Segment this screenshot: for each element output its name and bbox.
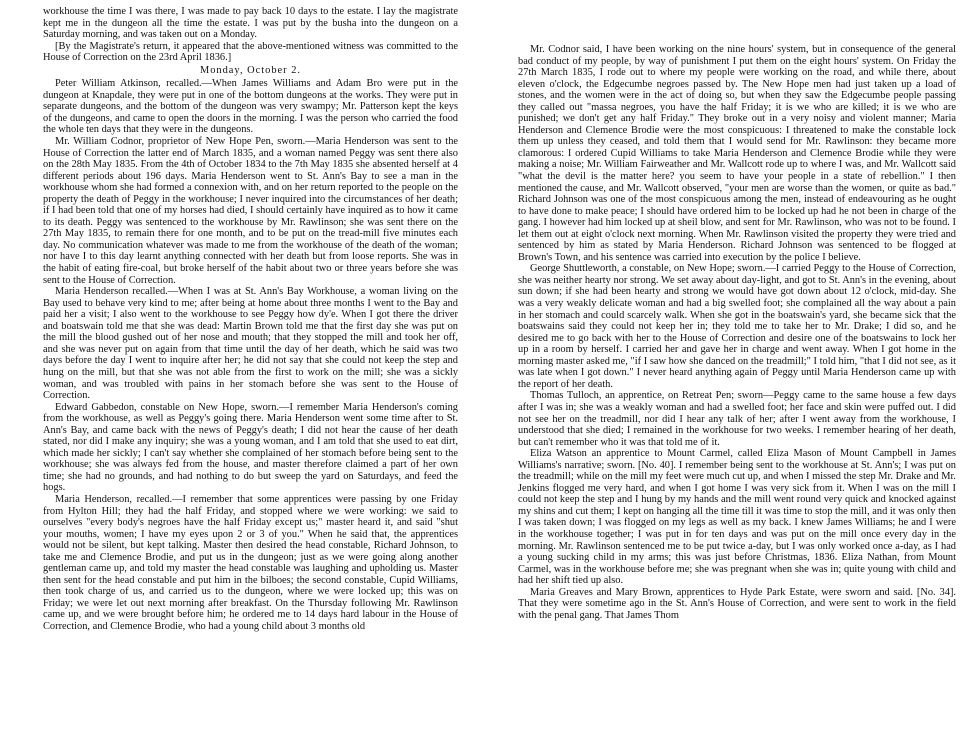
right-text-column xyxy=(518,44,956,724)
paragraph-gabbedon: Edward Gabbedon, constable on New Hope, sworn.—I remember Maria Henderson's coming from the workhouse, as well as Peggy's going there. Maria Henderson went some time after to St. Ann's Bay, and came back with the news of Peggy's death; I did not hear the cause of her death stated, nor did I make any inquiry; she was a young woman, and I am told that she used to eat dirt, which made her sickly; I can't say whether she complained of her stomach before being sent to the workhouse; she was always fed from the house, and master therefore claimed a part of her own time; she had no grounds, and had nothing to do but sweep the yard on Saturdays, and feed the hogs. xyxy=(43,401,458,494)
paragraph-continuation: workhouse the time I was there, I was made to pay back 10 days to the estate. I lay the magistrate kept me in the dungeon all the time the estate. I was put by the busha into the dungeon on a Saturday morning, and was taken out on a Monday. xyxy=(43,6,458,41)
paragraph-magistrate-return: [By the Magistrate's return, it appeared that the above-mentioned witness was committed to the House of Correction on the 23rd April 1836.] xyxy=(43,40,458,64)
paragraph-greaves-brown: Maria Greaves and Mary Brown, apprentices to Hyde Park Estate, were sworn and said. [No. 34]. That they were sometime ago in the St. Ann's House of Correction, and were sent to work in the field with the penal gang. That James Thom xyxy=(518,586,956,621)
left-text-column xyxy=(43,6,458,722)
paragraph-atkinson: Peter William Atkinson, recalled.—When James Williams and Adam Bro were put in the dungeon at Knapdale, they were put in one of the bottom dungeons at the works. They were put in separate dungeons, and the bottom of the dungeon was very swampy; Mr. Patterson kept the keys of the dungeons, and came to open the doors in the morning. I was the person who carried the food the whole ten days that they were in the dungeons. xyxy=(43,78,458,136)
paragraph-shuttleworth: George Shuttleworth, a constable, on New Hope; sworn.—I carried Peggy to the House of Correction, she was neither hearty nor strong. We set away about day-light, and got to St. Ann's in the evening, about sun down; if she had been hearty and strong we would have got down about 12 o'clock, mid-day. She was a very weakly delicate woman and had a big swelled foot; she complained all the way about a pain in her stomach and could scarcely walk. When she got in the boatswain's yard, she became sick that the boatswains said they could not keep her in; they told me to take her to Mr. Drake; I did so, and he desired me to go back with her to the House of Correction and desire one of the boatswains to lock her up in a room by herself. I carried her and gave her in charge and went away. When I got home in the morning master asked me, "if I saw how she danced on the treadmill;" I told him, "that I did not see, as it was late when I got down." I never heard anything again of Peggy until Maria Henderson came up with the report of her death. xyxy=(518,263,956,390)
paragraph-codnor-said: Mr. Codnor said, I have been working on the nine hours' system, but in consequence of the general bad conduct of my people, by way of punishment I put them on the eight hours' system. On Friday the 27th March 1835, I rode out to where my people were working on the road, and while there, about eleven o'clock, the Edgecumbe negroes passed by. The New Hope men had just taken up a load of stones, and the women were in the act of doing so, but when they saw the Edgecumbe people passing they called out "massa negroes, you have the half Friday; it is we who are killed; it is we who are punished; we don't get any half Friday." They broke out in a very noisy and violent manner; Maria Henderson and Clemence Brodie were the most conspicuous: I threatened to make the constable lock them up unless they ceased, and told them that I would send for Mr. Rawlinson: they became more clamorous: I ordered Cupid Williams to take Maria Henderson and Clemence Brodie while they were making a noise; Mr. William Fairweather and Mr. Wallcott rode up to where I was, and Mr. Wallcott said "what the devil is the matter here? you seem to have your people in a state of rebellion." I then mentioned the cause, and Mr. Wallcott observed, "your men are worse than the women, or quite as bad." Richard Johnson was one of the most conspicuous among the men, instead of endeavouring as he ought to have done to make peace; I should have ordered him to be locked up had he not been in charge of the gang. I however had him locked up at sheil blow, and sent for Mr. Rawlinson, who was not to be found. I let them out at eight o'clock next morning. When Mr. Rawlinson visited the property they were tried and sentenced by him as stated by Maria Henderson. Richard Johnson was sentenced to be flogged at Brown's Town, and his sentence was carried into execution by the police I believe. xyxy=(518,44,956,263)
paragraph-tulloch: Thomas Tulloch, an apprentice, on Retreat Pen; sworn—Peggy came to the same house a few days after I was in; she was a weakly woman and had a swelled foot; her face and skin were puffed out. I did not see her on the treadmill, nor did I hear any talk of her; after I went away from the workhouse, I understood that she died; I remained in the workhouse for two weeks. I remember hearing of her death, but can't remember who it was that told me of it. xyxy=(518,390,956,448)
paragraph-codnor-sworn: Mr. William Codnor, proprietor of New Hope Pen, sworn.—Maria Henderson was sent to the House of Correction the latter end of March 1835, and a woman named Peggy was sent there also on the 28th May 1835. From the 4th of October 1834 to the 7th May 1835 she absented herself at 4 different periods about 196 days. Maria Henderson went to St. Ann's Bay to see a man in the workhouse whom she had formed a connexion with, and on her return reported to the people on the property the death of Peggy in the workhouse; I never inquired into the circumstances of her death; if I had been told that one of my horses had died, I should certainly have inquired as to how it came to its death. Peggy was sentenced to the workhouse by Mr. Rawlinson; she was sent there on the 27th May 1835, to remain there for one month, and to be put on the tread-mill five minutes each day. No communication whatever was made to me from the workhouse of the death of the woman; nor have I to this day learnt anything connected with her death but from loose reports. She was in the habit of eating fire-coal, but broke herself of the habit about two or three years before she was sent to the House of Correction. xyxy=(43,136,458,286)
paragraph-watson: Eliza Watson an apprentice to Mount Carmel, called Eliza Mason of Mount Campbell in James Williams's narrative; sworn. [No. 40]. I remember being sent to the workhouse at St. Ann's; I was put on the treadmill; while on the mill my feet were much cut up, and when I missed the step Mr. Drake and Mr. Jenkins flogged me very hard, and when I got home I was very sick from it. When I was on the mill I could not keep the step and I hung by my hands and the mill went round very quick and knocked against my shins and cut them; I kept on hanging all the time till it was time to stop the mill, and it was only then I was taken down; I was flogged on my legs as well as my back. I knew James Williams; he and I were in the workhouse together; I was put in for ten days and was put on the mill once every day in the morning. Mr. Rawlinson sentenced me to be put twice a-day, but I was only worked once a-day, as I had a young sucking child in my arms; this was just before Christmas, 1836. Eliza Nathan, from Mount Carmel, was in the workhouse before me; she was pregnant when she was in; quite young with child and had her shift tied up also. xyxy=(518,448,956,587)
date-heading: Monday, October 2. xyxy=(199,64,301,76)
paragraph-henderson-recalled-2: Maria Henderson, recalled.—I remember that some apprentices were passing by one Friday from Hylton Hill; they had the half Friday, and stopped where we were working: we said to ourselves "every body's negroes have the half Friday except us;" master heard it, and said "shut your mouths, women; I have my eyes upon 2 or 3 of you." When he said that, the apprentices would not be silent, but kept talking. Master then desired the head constable, Richard Johnson, to take me and Clemence Brodie, and put us in the dungeon; just as we were going along another gentleman came up, and told my master the head constable was laughing and upholding us. Master then sent for the head constable and put him in the bilboes; the second constable, Cupid Williams, then took charge of us, and carried us to the dungeon, where we were locked up; this was on Friday; we were let out next morning after breakfast. On the Thursday following Mr. Rawlinson came up, and we were brought before him; he ordered me to 14 days hard labour in the House of Correction, and Clemence Brodie, who had a young child about 3 months old xyxy=(43,493,458,632)
page-gutter xyxy=(458,0,518,729)
paragraph-henderson-recalled: Maria Henderson recalled.—When I was at St. Ann's Bay Workhouse, a woman living on the Bay used to behave very kind to me; after being at home about three months I went to the Bay and paid her a visit; I also went to the workhouse to see Peggy how dy'e. When I got there the driver and boatswain told me that she was dead: Martin Brown told me that the first day she was put on the mill the blood gushed out of her nose and mouth; that they stopped the mill and took her off, and she was never put on again from that time until the day of her death, which he said was two days before the day I went to inquire after her; he did not say that she could not keep the step and hung on the mill, but that she was not able from the first to work on the mill; she was a sickly woman, and was troubled with pains in her stomach before she was sent to the House of Correction. xyxy=(43,286,458,402)
